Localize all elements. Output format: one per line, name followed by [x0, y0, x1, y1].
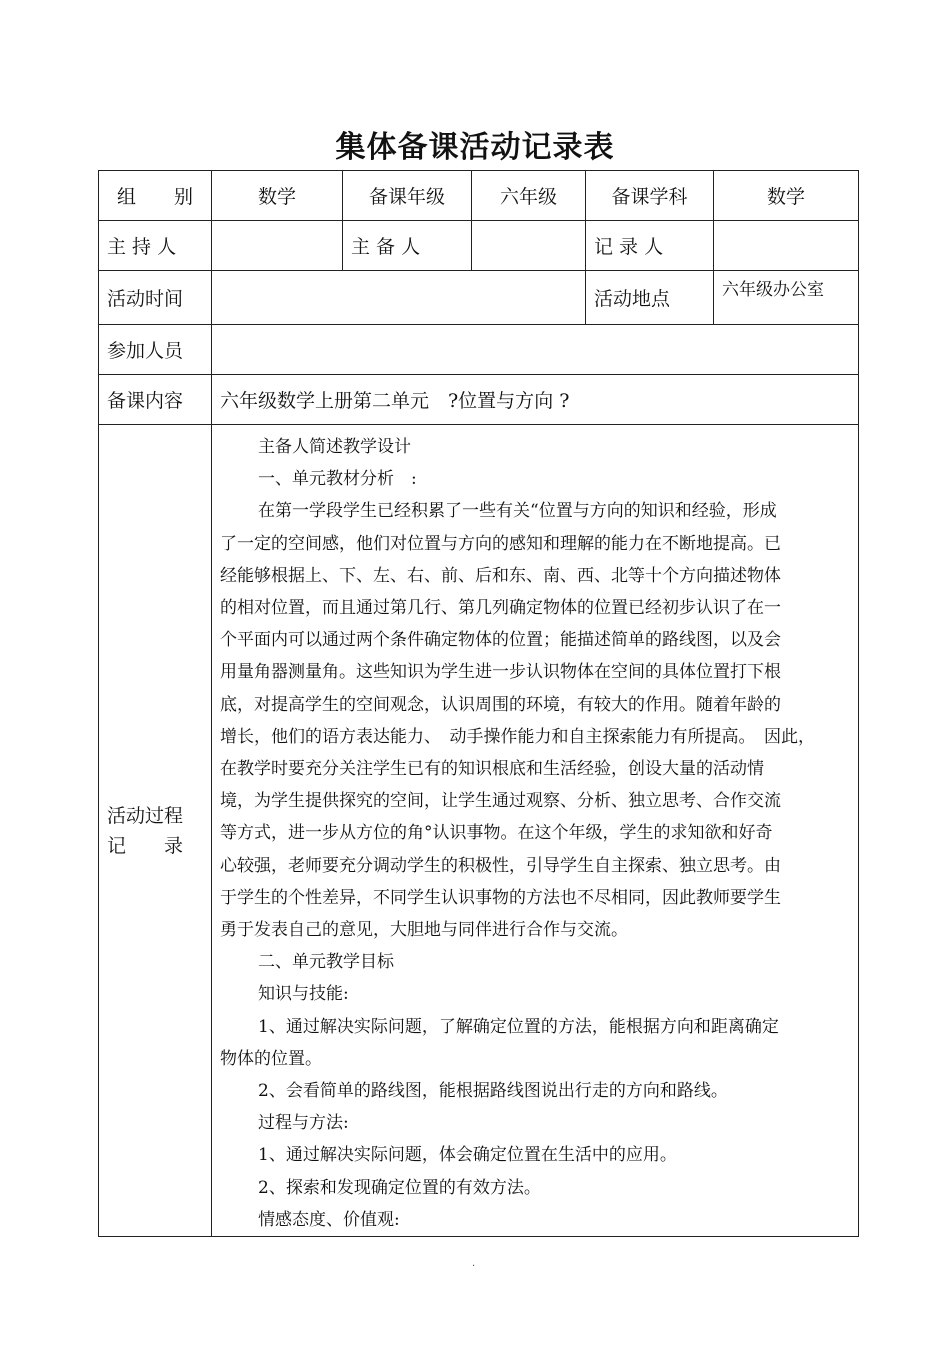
- process-line: 底，对提高学生的空间观念，认识周围的环境，有较大的作用。随着年龄的: [220, 694, 781, 715]
- process-line: 物体的位置。: [220, 1048, 322, 1069]
- process-label-line2: 记 录: [107, 834, 184, 857]
- process-text: [220, 431, 850, 1236]
- process-line: 2、探索和发现确定位置的有效方法。: [258, 1177, 541, 1198]
- preparer-value[interactable]: [472, 221, 586, 271]
- process-line: 增长，他们的语方表达能力、 动手操作能力和自主探索能力有所提高。 因此，: [220, 726, 815, 747]
- process-line: 了一定的空间感，他们对位置与方向的感知和理解的能力在不断地提高。已: [220, 533, 781, 554]
- participants-label: 参加人员: [99, 325, 212, 375]
- content-label: 备课内容: [99, 375, 212, 425]
- process-line: 心较强，老师要充分调动学生的积极性，引导学生自主探索、独立思考。由: [220, 855, 781, 876]
- process-label-line1: 活动过程: [107, 804, 184, 827]
- page-title: 集体备课活动记录表: [335, 130, 615, 165]
- process-line: 在教学时要充分关注学生已有的知识根底和生活经验，创设大量的活动情: [220, 759, 764, 780]
- process-line: 在第一学段学生已经积累了一些有关“位置与方向的知识和经验，形成: [258, 501, 777, 522]
- process-line: 知识与技能:: [258, 984, 349, 1005]
- participants-row: [99, 325, 859, 375]
- preparer-label: 主 备 人: [343, 221, 472, 271]
- host-label: 主 持 人: [99, 221, 212, 271]
- footer-mark: .: [472, 1258, 476, 1269]
- participants-value[interactable]: [212, 325, 859, 375]
- grade-label: 备课年级: [343, 171, 472, 221]
- process-line: 1、通过解决实际问题，体会确定位置在生活中的应用。: [258, 1145, 677, 1166]
- process-line: 二、单元教学目标: [258, 952, 394, 973]
- process-row: [99, 425, 859, 1237]
- process-line: 经能够根据上、下、左、右、前、后和东、南、西、北等十个方向描述物体: [220, 565, 781, 586]
- process-line: 的相对位置，而且通过第几行、第几列确定物体的位置已经初步认识了在一: [220, 598, 781, 619]
- content-value[interactable]: 六年级数学上册第二单元 ?位置与方向 ?: [212, 375, 859, 425]
- process-line: 2、会看简单的路线图，能根据路线图说出行走的方向和路线。: [258, 1081, 728, 1102]
- process-line: 勇于发表自己的意见，大胆地与同伴进行合作与交流。: [220, 920, 628, 941]
- grade-value[interactable]: 六年级: [472, 171, 586, 221]
- process-line: 过程与方法:: [258, 1113, 349, 1134]
- recorder-label: 记 录 人: [586, 221, 714, 271]
- process-body[interactable]: [212, 425, 859, 1237]
- subject-value[interactable]: 数学: [714, 171, 859, 221]
- process-line: 等方式，进一步从方位的角°认识事物。在这个年级，学生的求知欲和好奇: [220, 823, 773, 844]
- process-line: 一、单元教材分析 :: [258, 469, 417, 490]
- time-value[interactable]: [212, 271, 586, 325]
- process-line: 用量角器测量角。这些知识为学生进一步认识物体在空间的具体位置打下根: [220, 662, 781, 683]
- subject-label: 备课学科: [586, 171, 714, 221]
- group-label: 组 别: [99, 171, 212, 221]
- process-label: [99, 425, 212, 1237]
- process-line: 1、通过解决实际问题，了解确定位置的方法，能根据方向和距离确定: [258, 1016, 779, 1037]
- host-value[interactable]: [212, 221, 343, 271]
- process-line: 于学生的个性差异，不同学生认识事物的方法也不尽相同，因此教师要学生: [220, 887, 781, 908]
- place-value[interactable]: 六年级办公室: [714, 271, 859, 325]
- process-line: 情感态度、价值观:: [258, 1209, 400, 1230]
- record-table: [98, 170, 859, 1237]
- header-row: [99, 171, 859, 221]
- time-row: [99, 271, 859, 325]
- staff-row: [99, 221, 859, 271]
- process-line: 境，为学生提供探究的空间，让学生通过观察、分析、独立思考、合作交流: [220, 791, 781, 812]
- content-row: [99, 375, 859, 425]
- process-line: 主备人简述教学设计: [258, 437, 411, 457]
- time-label: 活动时间: [99, 271, 212, 325]
- recorder-value[interactable]: [714, 221, 859, 271]
- place-label: 活动地点: [586, 271, 714, 325]
- process-line: 个平面内可以通过两个条件确定物体的位置；能描述简单的路线图，以及会: [220, 630, 781, 651]
- group-value[interactable]: 数学: [212, 171, 343, 221]
